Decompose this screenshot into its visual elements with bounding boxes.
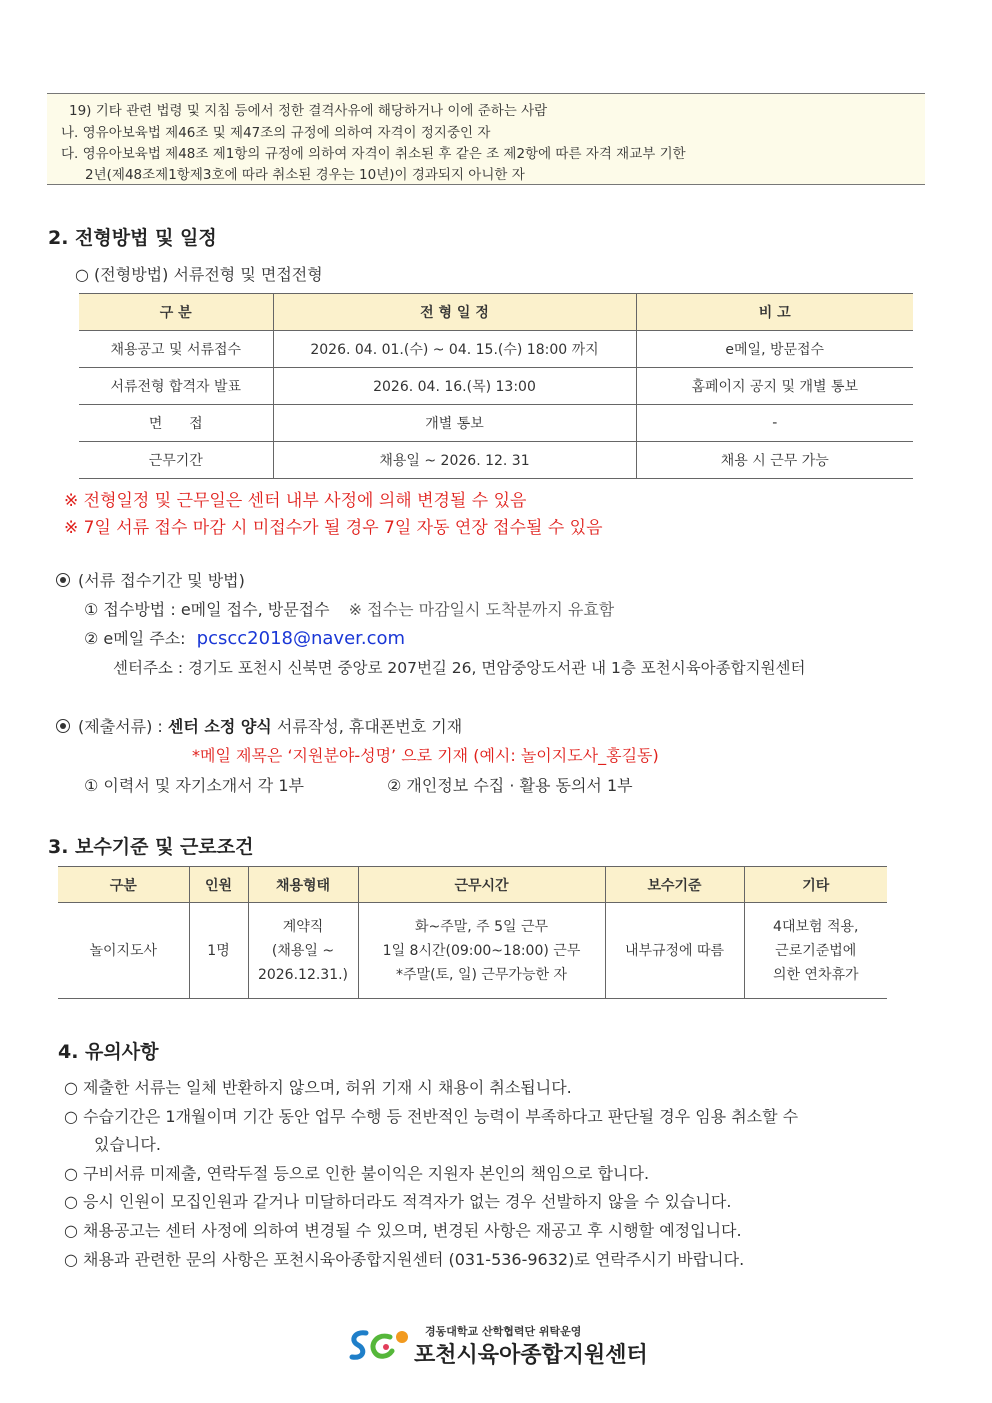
receipt-email: [84, 626, 405, 649]
email-label: ② e메일 주소:: [84, 629, 186, 648]
selection-method: ○ (전형방법) 서류전형 및 면접전형: [75, 265, 323, 284]
receipt-heading-text: (서류 접수기간 및 방법): [78, 571, 245, 590]
table-cell: 근무기간: [79, 442, 273, 479]
notice-item: ○ 채용과 관련한 문의 사항은 포천시육아종합지원센터 (031-536-9632)로 연락주시기 바랍니다.: [64, 1250, 745, 1269]
pay-header-cell: 구분: [58, 867, 189, 903]
type-cell: [248, 903, 358, 999]
center-address: 센터주소 : 경기도 포천시 신북면 중앙로 207번길 26, 면암중앙도서관 내 1층 포천시육아종합지원센터: [113, 659, 806, 677]
footer-center-name: 포천시육아종합지원센터: [414, 1343, 648, 1368]
notice-item: ○ 구비서류 미제출, 연락두절 등으로 인한 불이익은 지원자 본인의 책임으로 합니다.: [64, 1164, 650, 1183]
hours-line: 화~주말, 주 5일 근무: [414, 918, 549, 935]
notice-item: ○ 응시 인원이 모집인원과 같거나 미달하더라도 적격자가 없는 경우 선발하지 않을 수 있습니다.: [64, 1192, 732, 1211]
count-cell: 1명: [189, 903, 248, 999]
hours-line: 1일 8시간(09:00~18:00) 근무: [382, 942, 581, 959]
table-cell: 개별 통보: [273, 405, 636, 442]
table-cell: e메일, 방문접수: [636, 331, 913, 368]
schedule-header-cell: 비 고: [636, 294, 913, 331]
section3-title: 3. 보수기준 및 근로조건: [48, 836, 254, 858]
table-cell: 서류전형 합격자 발표: [79, 368, 273, 405]
table-cell: 채용 시 근무 가능: [636, 442, 913, 479]
table-row: [58, 903, 887, 999]
receipt-method-note: ※ 접수는 마감일시 도착분까지 유효함: [348, 600, 615, 619]
hours-cell: [358, 903, 605, 999]
schedule-header-row: [79, 294, 913, 331]
etc-cell: [744, 903, 887, 999]
pay-header-row: [58, 867, 887, 903]
pay-header-cell: 인원: [189, 867, 248, 903]
pay-header-cell: 채용형태: [248, 867, 358, 903]
table-cell: -: [636, 405, 913, 442]
footer-subtitle: 경동대학교 산학협력단 위탁운영: [425, 1325, 582, 1338]
receipt-method-label: ① 접수방법 : e메일 접수, 방문접수: [84, 600, 330, 619]
documents-heading: [56, 714, 462, 737]
table-cell: 채용일 ~ 2026. 12. 31: [273, 442, 636, 479]
type-line: (채용일 ~: [271, 942, 335, 959]
table-row: [79, 442, 913, 479]
notice-item: ○ 수습기간은 1개월이며 기간 동안 업무 수행 등 전반적인 능력이 부족하다고 판단될 경우 임용 취소할 수: [64, 1107, 799, 1126]
document-item-1: ① 이력서 및 자기소개서 각 1부: [84, 776, 304, 795]
radio-bullet-icon: [56, 573, 70, 587]
pay-header-cell: 근무시간: [358, 867, 605, 903]
center-logo-icon: [346, 1325, 412, 1365]
pay-header-cell: 보수기준: [605, 867, 744, 903]
schedule-header-cell: 전 형 일 정: [273, 294, 636, 331]
type-line: 2026.12.31.): [257, 966, 349, 983]
etc-line: 의한 연차휴가: [772, 966, 859, 983]
receipt-method: [84, 597, 614, 620]
section4-title: 4. 유의사항: [58, 1041, 159, 1063]
document-item-2: ② 개인정보 수집 · 활용 동의서 1부: [387, 776, 633, 795]
schedule-table: [79, 293, 913, 479]
notice-item-continued: 있습니다.: [94, 1135, 161, 1154]
schedule-note-1: ※ 전형일정 및 근무일은 센터 내부 사정에 의해 변경될 수 있음: [64, 491, 527, 511]
documents-rest-text: 서류작성, 휴대폰번호 기재: [276, 717, 463, 736]
hours-line: *주말(토, 일) 근무가능한 자: [396, 966, 567, 983]
pay-table: [58, 866, 887, 999]
table-cell: 채용공고 및 서류접수: [79, 331, 273, 368]
dq-item-da-2: 2년(제48조제1항제3호에 따라 취소된 경우는 10년)이 경과되지 아니한 자: [85, 167, 525, 183]
table-row: [79, 405, 913, 442]
pay-cell: 내부규정에 따름: [605, 903, 744, 999]
notice-item: ○ 채용공고는 센터 사정에 의하여 변경될 수 있으며, 변경된 사항은 재공고 후 시행할 예정입니다.: [64, 1221, 742, 1240]
dq-item-na: 나. 영유아보육법 제46조 및 제47조의 규정에 의하여 자격이 정지중인 자: [61, 125, 491, 141]
documents-heading-text: (제출서류) :: [78, 717, 163, 736]
pay-header-cell: 기타: [744, 867, 887, 903]
mail-title-note: *메일 제목은 ‘지원분야-성명’ 으로 기재 (예시: 놀이지도사_홍길동): [192, 746, 659, 765]
receipt-heading: [56, 568, 245, 591]
email-link[interactable]: pcscc2018@naver.com: [196, 628, 406, 649]
documents-bold-text: 센터 소정 양식: [167, 717, 272, 736]
table-cell: 2026. 04. 01.(수) ~ 04. 15.(수) 18:00 까지: [273, 331, 636, 368]
type-line: 계약직: [282, 918, 324, 935]
table-cell: 면 접: [79, 405, 273, 442]
disqualification-box: [47, 93, 925, 185]
schedule-note-2: ※ 7일 서류 접수 마감 시 미접수가 될 경우 7일 자동 연장 접수될 수 있음: [64, 518, 603, 538]
dq-item-da-1: 다. 영유아보육법 제48조 제1항의 규정에 의하여 자격이 취소된 후 같은 조 제2항에 따른 자격 재교부 기한: [61, 146, 686, 162]
etc-line: 근로기준법에: [775, 942, 857, 959]
etc-line: 4대보험 적용,: [773, 918, 859, 935]
notice-item: ○ 제출한 서류는 일체 반환하지 않으며, 허위 기재 시 채용이 취소됩니다.: [64, 1078, 572, 1097]
table-row: [79, 331, 913, 368]
position-cell: 놀이지도사: [58, 903, 189, 999]
table-cell: 홈페이지 공지 및 개별 통보: [636, 368, 913, 405]
table-cell: 2026. 04. 16.(목) 13:00: [273, 368, 636, 405]
section2-title: 2. 전형방법 및 일정: [48, 227, 217, 249]
dq-item-19: 19) 기타 관련 법령 및 지침 등에서 정한 결격사유에 해당하거나 이에 준하는 사람: [69, 103, 548, 119]
radio-bullet-icon: [56, 719, 70, 733]
table-row: [79, 368, 913, 405]
schedule-header-cell: 구 분: [79, 294, 273, 331]
